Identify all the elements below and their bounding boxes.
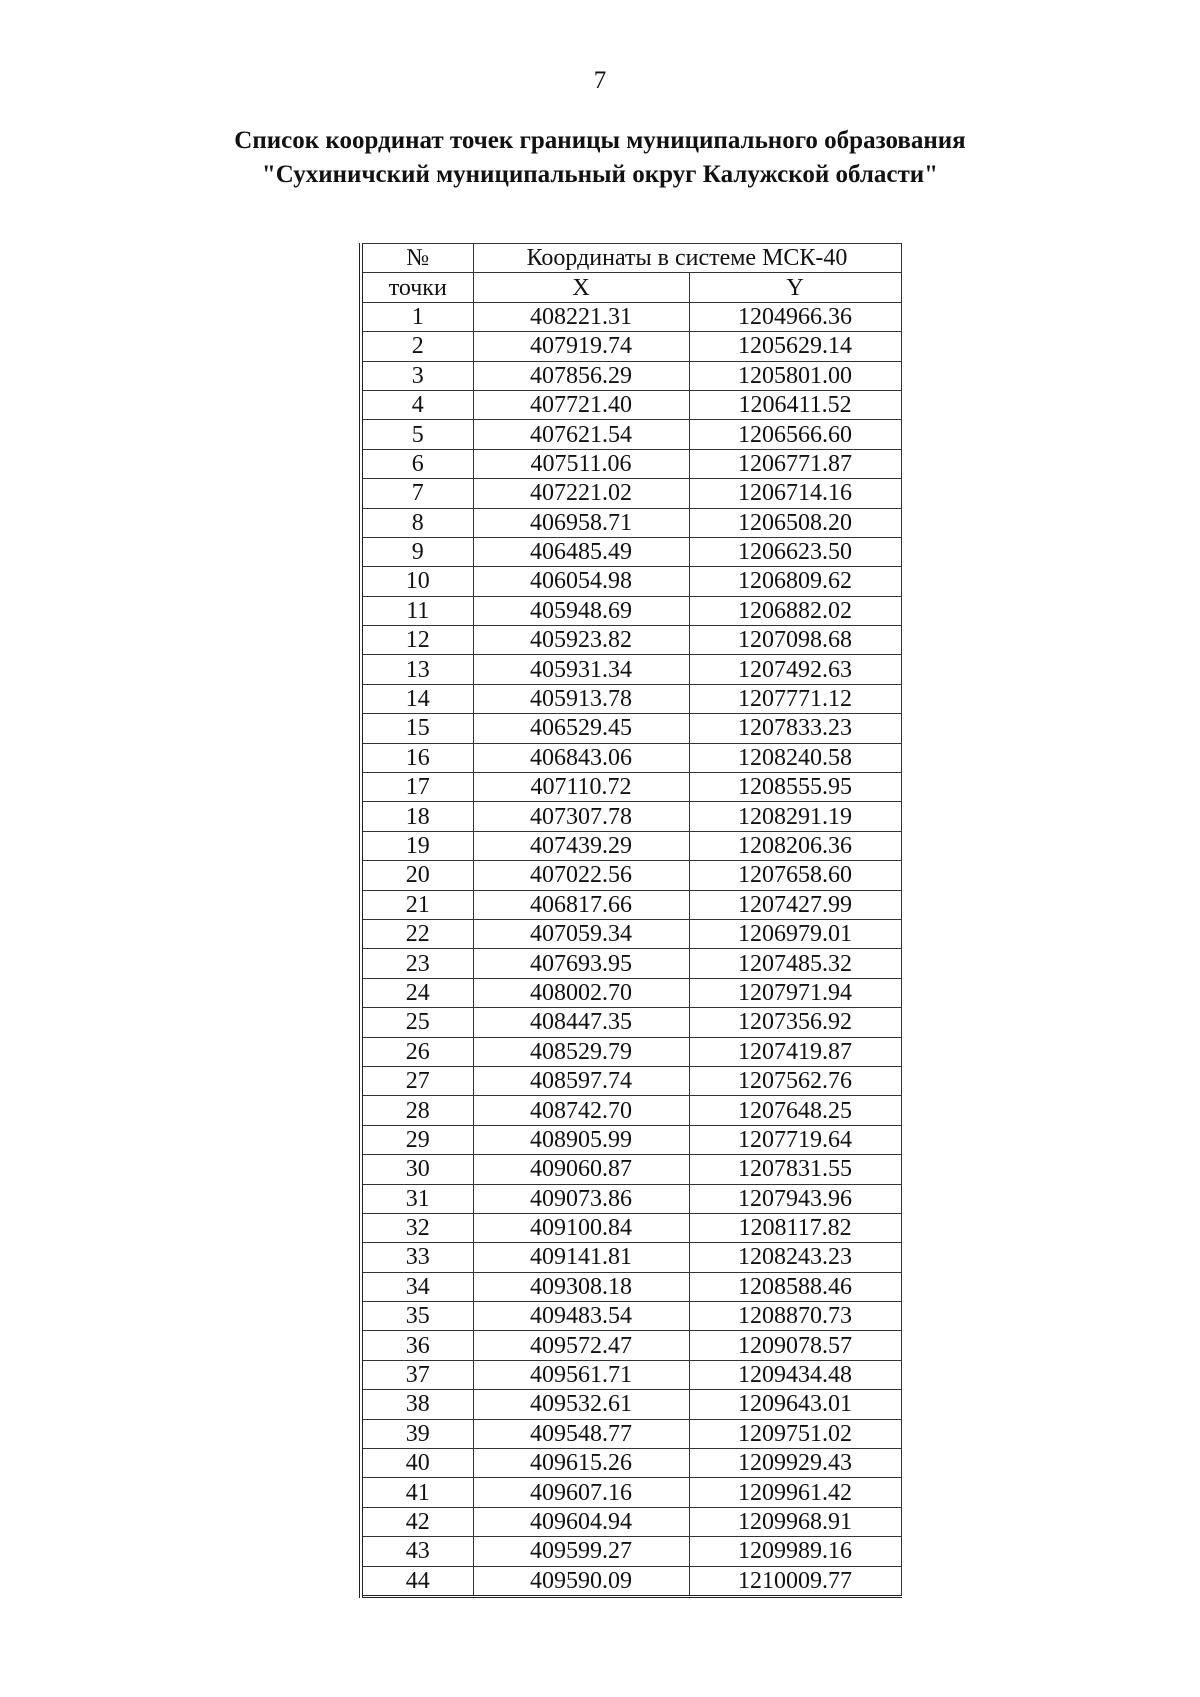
x-coordinate-cell: 407511.06 <box>473 449 689 478</box>
y-coordinate-cell: 1207833.23 <box>689 714 901 743</box>
x-coordinate-cell: 408447.35 <box>473 1008 689 1037</box>
y-coordinate-cell: 1205629.14 <box>689 332 901 361</box>
table-row <box>361 1272 901 1301</box>
x-coordinate-cell: 406529.45 <box>473 714 689 743</box>
y-coordinate-cell: 1207648.25 <box>689 1096 901 1125</box>
table-row <box>361 684 901 713</box>
table-row <box>361 802 901 831</box>
table-header <box>361 244 901 303</box>
x-coordinate-cell: 409060.87 <box>473 1155 689 1184</box>
point-number-cell: 31 <box>361 1184 473 1213</box>
y-coordinate-cell: 1207098.68 <box>689 626 901 655</box>
table-row <box>361 1213 901 1242</box>
point-number-cell: 20 <box>361 861 473 890</box>
point-number-cell: 15 <box>361 714 473 743</box>
point-number-cell: 9 <box>361 537 473 566</box>
table-row <box>361 978 901 1007</box>
point-number-cell: 30 <box>361 1155 473 1184</box>
y-coordinate-cell: 1207356.92 <box>689 1008 901 1037</box>
y-coordinate-cell: 1209989.16 <box>689 1537 901 1566</box>
point-number-cell: 37 <box>361 1360 473 1389</box>
table-row <box>361 1419 901 1448</box>
table-row <box>361 1331 901 1360</box>
x-coordinate-cell: 407621.54 <box>473 420 689 449</box>
table-row <box>361 567 901 596</box>
point-number-cell: 19 <box>361 831 473 860</box>
table-row <box>361 302 901 331</box>
point-number-cell: 32 <box>361 1213 473 1242</box>
y-coordinate-cell: 1206809.62 <box>689 567 901 596</box>
y-coordinate-cell: 1206411.52 <box>689 390 901 419</box>
x-coordinate-cell: 409590.09 <box>473 1566 689 1596</box>
point-number-cell: 7 <box>361 479 473 508</box>
point-number-cell: 24 <box>361 978 473 1007</box>
y-coordinate-cell: 1206882.02 <box>689 596 901 625</box>
table-row <box>361 626 901 655</box>
point-number-cell: 27 <box>361 1066 473 1095</box>
y-coordinate-cell: 1207719.64 <box>689 1125 901 1154</box>
table-row <box>361 1302 901 1331</box>
point-number-cell: 2 <box>361 332 473 361</box>
y-coordinate-cell: 1208291.19 <box>689 802 901 831</box>
y-coordinate-cell: 1208117.82 <box>689 1213 901 1242</box>
table-row <box>361 1390 901 1419</box>
x-coordinate-cell: 409532.61 <box>473 1390 689 1419</box>
x-coordinate-cell: 406054.98 <box>473 567 689 596</box>
x-coordinate-cell: 405913.78 <box>473 684 689 713</box>
x-coordinate-cell: 407721.40 <box>473 390 689 419</box>
y-coordinate-cell: 1206714.16 <box>689 479 901 508</box>
table-row <box>361 1360 901 1389</box>
x-coordinate-cell: 409141.81 <box>473 1243 689 1272</box>
header-x: X <box>473 273 689 302</box>
table-row <box>361 1537 901 1566</box>
point-number-cell: 11 <box>361 596 473 625</box>
x-coordinate-cell: 409073.86 <box>473 1184 689 1213</box>
point-number-cell: 26 <box>361 1037 473 1066</box>
x-coordinate-cell: 405931.34 <box>473 655 689 684</box>
table-row <box>361 1243 901 1272</box>
x-coordinate-cell: 409572.47 <box>473 1331 689 1360</box>
page-number: 7 <box>593 67 607 94</box>
y-coordinate-cell: 1208870.73 <box>689 1302 901 1331</box>
x-coordinate-cell: 408597.74 <box>473 1066 689 1095</box>
y-coordinate-cell: 1204966.36 <box>689 302 901 331</box>
header-y: Y <box>689 273 901 302</box>
point-number-cell: 4 <box>361 390 473 419</box>
table-row <box>361 655 901 684</box>
y-coordinate-cell: 1208588.46 <box>689 1272 901 1301</box>
y-coordinate-cell: 1208240.58 <box>689 743 901 772</box>
x-coordinate-cell: 407059.34 <box>473 919 689 948</box>
point-number-cell: 1 <box>361 302 473 331</box>
x-coordinate-cell: 407693.95 <box>473 949 689 978</box>
y-coordinate-cell: 1209968.91 <box>689 1507 901 1536</box>
table-body <box>361 302 901 1596</box>
y-coordinate-cell: 1207419.87 <box>689 1037 901 1066</box>
table-row <box>361 743 901 772</box>
table-row <box>361 1184 901 1213</box>
table-row <box>361 714 901 743</box>
x-coordinate-cell: 406817.66 <box>473 890 689 919</box>
x-coordinate-cell: 408221.31 <box>473 302 689 331</box>
y-coordinate-cell: 1207831.55 <box>689 1155 901 1184</box>
y-coordinate-cell: 1209961.42 <box>689 1478 901 1507</box>
x-coordinate-cell: 409615.26 <box>473 1449 689 1478</box>
table-row <box>361 1037 901 1066</box>
y-coordinate-cell: 1209078.57 <box>689 1331 901 1360</box>
table-row <box>361 1066 901 1095</box>
document-title <box>0 124 1200 192</box>
table-row <box>361 1507 901 1536</box>
x-coordinate-cell: 407919.74 <box>473 332 689 361</box>
point-number-cell: 21 <box>361 890 473 919</box>
y-coordinate-cell: 1209434.48 <box>689 1360 901 1389</box>
y-coordinate-cell: 1209929.43 <box>689 1449 901 1478</box>
point-number-cell: 13 <box>361 655 473 684</box>
point-number-cell: 36 <box>361 1331 473 1360</box>
y-coordinate-cell: 1208206.36 <box>689 831 901 860</box>
x-coordinate-cell: 409100.84 <box>473 1213 689 1242</box>
header-row-1 <box>361 244 901 273</box>
point-number-cell: 18 <box>361 802 473 831</box>
point-number-cell: 16 <box>361 743 473 772</box>
point-number-cell: 22 <box>361 919 473 948</box>
point-number-cell: 14 <box>361 684 473 713</box>
table-row <box>361 890 901 919</box>
header-point-number-label: точки <box>361 273 473 302</box>
point-number-cell: 29 <box>361 1125 473 1154</box>
table-row <box>361 332 901 361</box>
point-number-cell: 6 <box>361 449 473 478</box>
table-row <box>361 596 901 625</box>
x-coordinate-cell: 407439.29 <box>473 831 689 860</box>
y-coordinate-cell: 1207658.60 <box>689 861 901 890</box>
table-row <box>361 390 901 419</box>
y-coordinate-cell: 1209643.01 <box>689 1390 901 1419</box>
header-coordinate-system: Координаты в системе МСК-40 <box>473 244 901 273</box>
point-number-cell: 38 <box>361 1390 473 1419</box>
x-coordinate-cell: 408905.99 <box>473 1125 689 1154</box>
x-coordinate-cell: 409308.18 <box>473 1272 689 1301</box>
table-row <box>361 919 901 948</box>
x-coordinate-cell: 407856.29 <box>473 361 689 390</box>
table-row <box>361 1566 901 1596</box>
point-number-cell: 8 <box>361 508 473 537</box>
table-row <box>361 508 901 537</box>
x-coordinate-cell: 405923.82 <box>473 626 689 655</box>
y-coordinate-cell: 1208243.23 <box>689 1243 901 1272</box>
table-row <box>361 949 901 978</box>
title-line-1: Список координат точек границы муниципального образования <box>234 127 966 154</box>
point-number-cell: 25 <box>361 1008 473 1037</box>
y-coordinate-cell: 1207492.63 <box>689 655 901 684</box>
point-number-cell: 12 <box>361 626 473 655</box>
point-number-cell: 23 <box>361 949 473 978</box>
point-number-cell: 33 <box>361 1243 473 1272</box>
point-number-cell: 43 <box>361 1537 473 1566</box>
x-coordinate-cell: 405948.69 <box>473 596 689 625</box>
table-row <box>361 449 901 478</box>
point-number-cell: 41 <box>361 1478 473 1507</box>
point-number-cell: 34 <box>361 1272 473 1301</box>
header-point-number-symbol: № <box>361 244 473 273</box>
x-coordinate-cell: 408742.70 <box>473 1096 689 1125</box>
point-number-cell: 5 <box>361 420 473 449</box>
x-coordinate-cell: 408002.70 <box>473 978 689 1007</box>
table-row <box>361 831 901 860</box>
table-row <box>361 537 901 566</box>
point-number-cell: 28 <box>361 1096 473 1125</box>
y-coordinate-cell: 1207485.32 <box>689 949 901 978</box>
y-coordinate-cell: 1205801.00 <box>689 361 901 390</box>
point-number-cell: 3 <box>361 361 473 390</box>
table-row <box>361 361 901 390</box>
y-coordinate-cell: 1207771.12 <box>689 684 901 713</box>
y-coordinate-cell: 1207943.96 <box>689 1184 901 1213</box>
x-coordinate-cell: 408529.79 <box>473 1037 689 1066</box>
y-coordinate-cell: 1206566.60 <box>689 420 901 449</box>
y-coordinate-cell: 1206508.20 <box>689 508 901 537</box>
x-coordinate-cell: 407221.02 <box>473 479 689 508</box>
table-row <box>361 861 901 890</box>
x-coordinate-cell: 406485.49 <box>473 537 689 566</box>
header-row-2 <box>361 273 901 302</box>
point-number-cell: 35 <box>361 1302 473 1331</box>
y-coordinate-cell: 1207562.76 <box>689 1066 901 1095</box>
point-number-cell: 42 <box>361 1507 473 1536</box>
x-coordinate-cell: 409561.71 <box>473 1360 689 1389</box>
x-coordinate-cell: 409599.27 <box>473 1537 689 1566</box>
x-coordinate-cell: 409548.77 <box>473 1419 689 1448</box>
x-coordinate-cell: 409607.16 <box>473 1478 689 1507</box>
y-coordinate-cell: 1207971.94 <box>689 978 901 1007</box>
point-number-cell: 17 <box>361 773 473 802</box>
x-coordinate-cell: 406958.71 <box>473 508 689 537</box>
y-coordinate-cell: 1209751.02 <box>689 1419 901 1448</box>
y-coordinate-cell: 1207427.99 <box>689 890 901 919</box>
y-coordinate-cell: 1206623.50 <box>689 537 901 566</box>
table-row <box>361 1096 901 1125</box>
x-coordinate-cell: 407307.78 <box>473 802 689 831</box>
table-row <box>361 1125 901 1154</box>
point-number-cell: 44 <box>361 1566 473 1596</box>
table-row <box>361 479 901 508</box>
x-coordinate-cell: 409604.94 <box>473 1507 689 1536</box>
table-row <box>361 420 901 449</box>
point-number-cell: 39 <box>361 1419 473 1448</box>
table-row <box>361 1449 901 1478</box>
table-row <box>361 1478 901 1507</box>
x-coordinate-cell: 409483.54 <box>473 1302 689 1331</box>
point-number-cell: 40 <box>361 1449 473 1478</box>
x-coordinate-cell: 406843.06 <box>473 743 689 772</box>
y-coordinate-cell: 1206771.87 <box>689 449 901 478</box>
title-line-2: "Сухиничский муниципальный округ Калужской области" <box>261 161 939 188</box>
point-number-cell: 10 <box>361 567 473 596</box>
y-coordinate-cell: 1208555.95 <box>689 773 901 802</box>
x-coordinate-cell: 407022.56 <box>473 861 689 890</box>
x-coordinate-cell: 407110.72 <box>473 773 689 802</box>
table-row <box>361 773 901 802</box>
table-row <box>361 1155 901 1184</box>
y-coordinate-cell: 1210009.77 <box>689 1566 901 1596</box>
y-coordinate-cell: 1206979.01 <box>689 919 901 948</box>
table-row <box>361 1008 901 1037</box>
coordinates-table <box>359 243 902 1598</box>
